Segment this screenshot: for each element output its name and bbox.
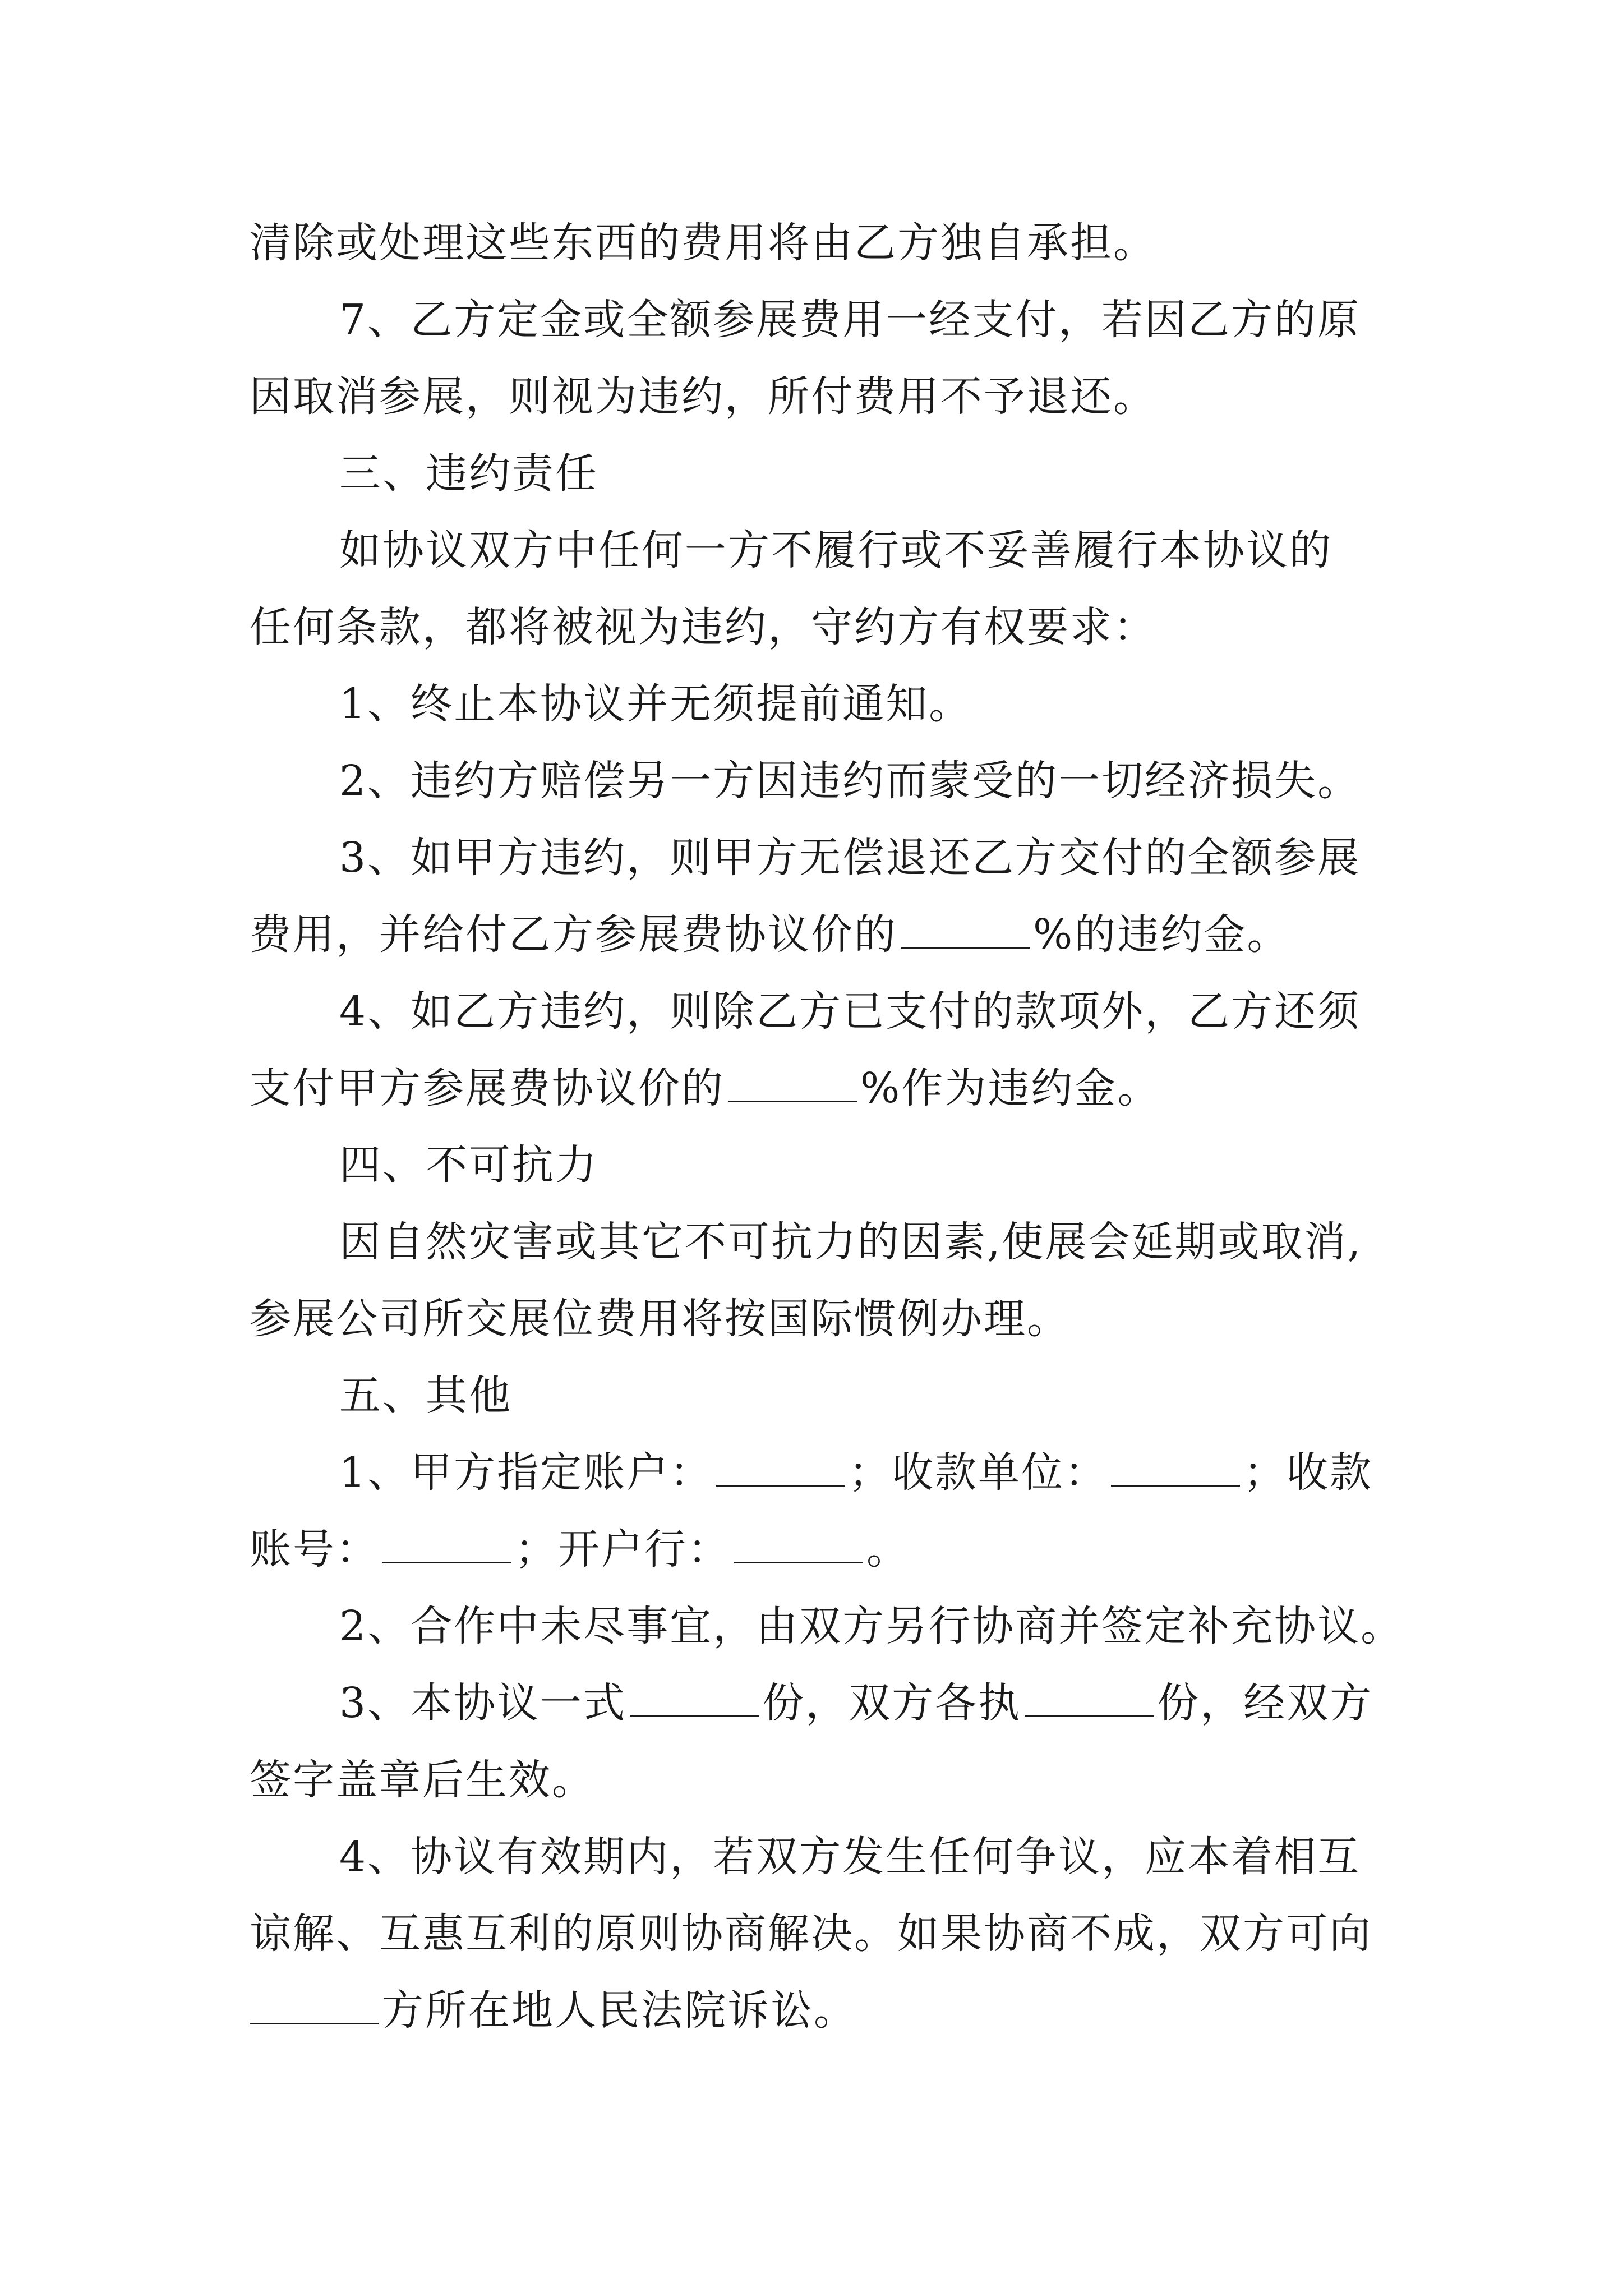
section-heading-breach: 三、违约责任	[339, 449, 598, 498]
clause-line-with-blank	[250, 1972, 1388, 2049]
text-segment: 3、本协议一式	[339, 1679, 627, 1727]
clause-line-with-blank	[250, 1050, 1388, 1127]
fill-in-blank[interactable]	[382, 1521, 511, 1563]
clause-line-with-blanks	[250, 1434, 1388, 1511]
section-heading-force-majeure: 四、不可抗力	[339, 1141, 598, 1189]
text-segment: ；收款	[1243, 1448, 1373, 1497]
fill-in-blank[interactable]	[728, 1060, 857, 1102]
paragraph-line: 因取消参展，则视为违约，所付费用不予退还。	[250, 372, 1156, 421]
clause-line: 3、如甲方违约，则甲方无偿退还乙方交付的全额参展	[339, 834, 1361, 882]
paragraph-line: 任何条款，都将被视为违约，守约方有权要求：	[250, 603, 1156, 651]
clause-7-line: 7、乙方定金或全额参展费用一经支付，若因乙方的原	[339, 296, 1361, 344]
clause-line: 4、协议有效期内，若双方发生任何争议，应本着相互	[339, 1833, 1361, 1881]
text-segment: ；收款单位：	[849, 1448, 1108, 1497]
fill-in-blank[interactable]	[250, 1982, 379, 2024]
clause-line: 2、违约方赔偿另一方因违约而蒙受的一切经济损失。	[339, 757, 1361, 805]
paragraph-line: 如协议双方中任何一方不履行或不妥善履行本协议的	[339, 526, 1332, 574]
paragraph-line: 谅解、互惠互利的原则协商解决。如果协商不成，双方可向	[250, 1910, 1372, 1958]
text-segment: 方所在地人民法院诉讼。	[382, 1986, 857, 2035]
text-segment: 1、甲方指定账户：	[339, 1448, 713, 1497]
fill-in-blank[interactable]	[901, 907, 1030, 949]
clause-line: 4、如乙方违约，则除乙方已支付的款项外，乙方还须	[339, 987, 1361, 1036]
text-segment: 。	[866, 1525, 910, 1573]
text-segment: 份，经双方	[1157, 1679, 1373, 1727]
text-segment: %作为违约金。	[860, 1064, 1161, 1112]
clause-line-with-blanks	[250, 1511, 1388, 1588]
paragraph-line: 因自然灾害或其它不可抗力的因素,使展会延期或取消,	[339, 1218, 1363, 1266]
paragraph-line: 签字盖章后生效。	[250, 1756, 595, 1804]
fill-in-blank[interactable]	[716, 1444, 845, 1487]
fill-in-blank[interactable]	[1025, 1675, 1154, 1717]
paragraph-line: 参展公司所交展位费用将按国际惯例办理。	[250, 1295, 1070, 1343]
clause-line-with-blank	[250, 896, 1388, 973]
clause-line-with-blanks	[250, 1665, 1388, 1742]
fill-in-blank[interactable]	[734, 1521, 863, 1563]
text-segment: 账号：	[250, 1525, 379, 1573]
text-segment: 支付甲方参展费协议价的	[250, 1064, 725, 1112]
section-heading-other: 五、其他	[339, 1372, 512, 1420]
fill-in-blank[interactable]	[630, 1675, 759, 1717]
paragraph-line: 清除或处理这些东西的费用将由乙方独自承担。	[250, 219, 1156, 267]
clause-line: 1、终止本协议并无须提前通知。	[339, 680, 972, 728]
text-segment: %的违约金。	[1033, 910, 1290, 959]
document-body	[250, 205, 1404, 2049]
text-segment: 份，双方各执	[762, 1679, 1022, 1727]
text-segment: ；开户行：	[515, 1525, 731, 1573]
fill-in-blank[interactable]	[1111, 1444, 1240, 1487]
clause-line: 2、合作中未尽事宜，由双方另行协商并签定补充协议。	[339, 1602, 1404, 1650]
text-segment: 费用，并给付乙方参展费协议价的	[250, 910, 897, 959]
